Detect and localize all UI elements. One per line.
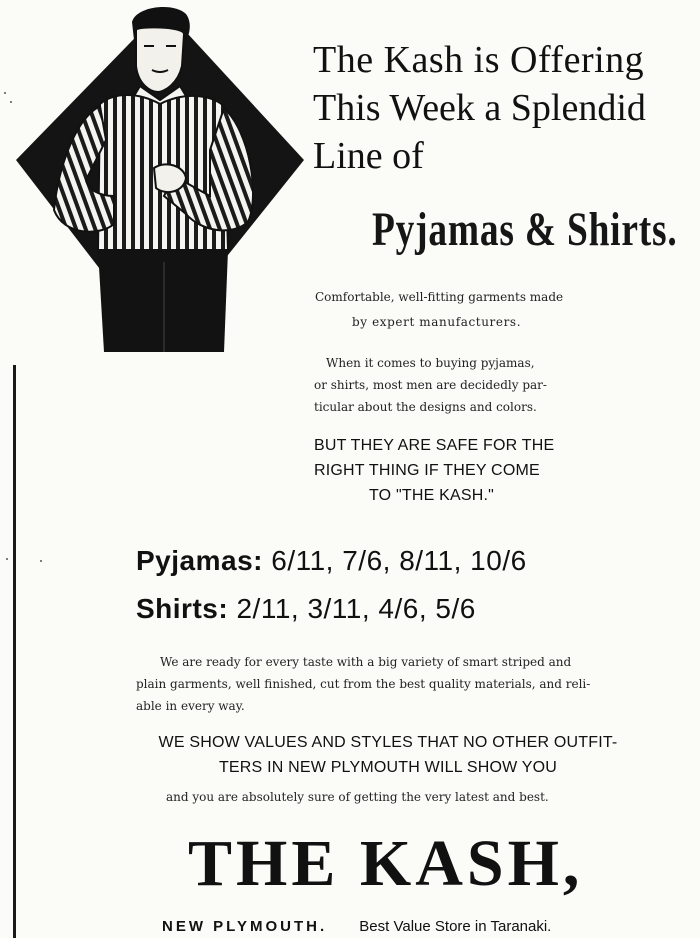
man-in-striped-shirt-illustration [14,0,306,356]
intro-line-1: Comfortable, well-fitting garments made [315,290,564,304]
footer [162,918,551,935]
safe-line-1: BUT THEY ARE SAFE FOR THE [314,437,555,454]
margin-rule [13,365,16,938]
safe-line-2: RIGHT THING IF THEY COME [314,462,540,479]
footer-city: NEW PLYMOUTH. [162,918,328,935]
safe-statement [314,433,554,508]
variety-line-2: plain garments, well finished, cut from the best quality materials, and reli- [136,677,591,691]
particular-line-2: or shirts, most men are decidedly par- [314,378,547,392]
store-name: THE KASH, [188,827,584,900]
pyjamas-values: 6/11, 7/6, 8/11, 10/6 [271,545,527,576]
values-claim [138,730,638,780]
footer-tagline: Best Value Store in Taranaki. [359,918,552,935]
shirts-label: Shirts: [136,593,229,624]
product-title: Pyjamas & Shirts. [372,203,678,256]
headline-line-2: This Week a Splendid [313,87,646,129]
values-line-2: TERS IN NEW PLYMOUTH WILL SHOW YOU [218,759,558,776]
print-speck [4,92,6,94]
particular-paragraph [314,352,547,418]
print-speck [40,560,42,562]
print-speck [10,101,12,103]
values-line-1: WE SHOW VALUES AND STYLES THAT NO OTHER OUTFIT- [158,734,618,751]
shirts-values: 2/11, 3/11, 4/6, 5/6 [236,593,476,624]
headline [313,36,700,180]
shirts-prices [136,593,476,625]
pyjamas-label: Pyjamas: [136,545,263,576]
sure-line: and you are absolutely sure of getting the very latest and best. [166,790,549,804]
pyjamas-prices [136,545,527,577]
variety-line-3: able in every way. [136,699,245,713]
intro-line-2: by expert manufacturers. [352,315,522,329]
print-speck [6,558,8,560]
particular-line-3: ticular about the designs and colors. [314,400,537,414]
variety-line-1: We are ready for every taste with a big variety of smart striped and [160,655,572,669]
variety-paragraph [136,651,636,717]
headline-line-3: Line of [313,135,424,177]
particular-line-1: When it comes to buying pyjamas, [326,356,535,370]
headline-line-1: The Kash is Offering [313,39,645,81]
safe-line-3: TO "THE KASH." [369,487,494,504]
